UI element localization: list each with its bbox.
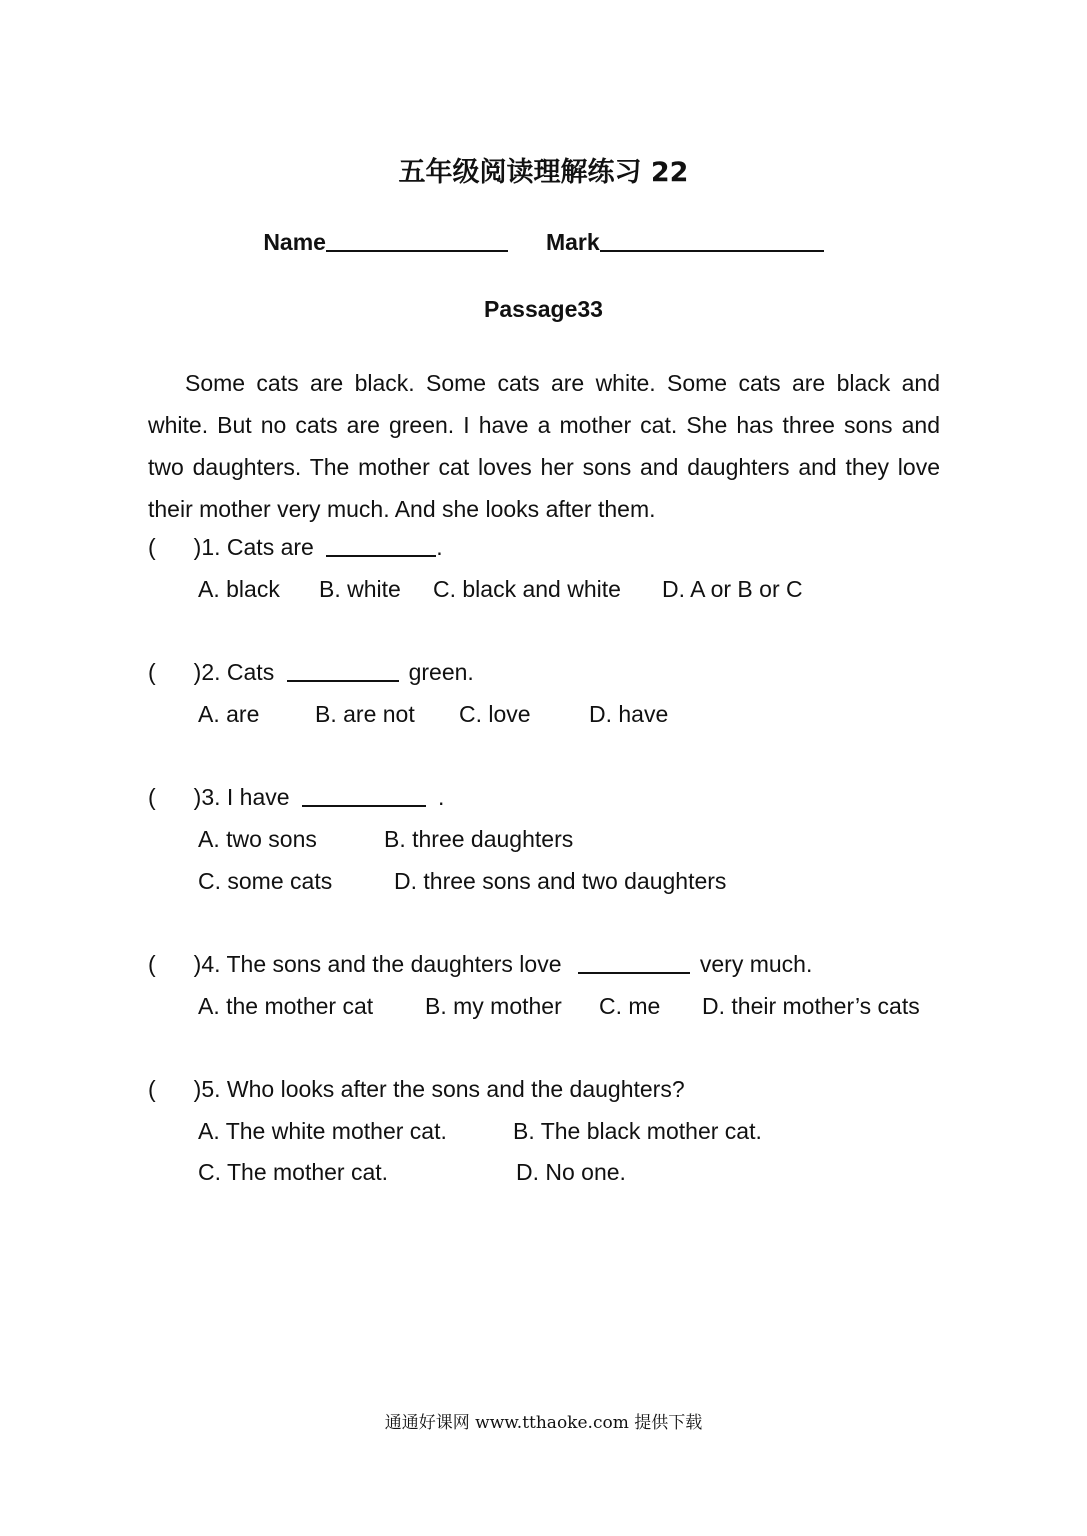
option-c[interactable]: C. love [459,701,531,727]
answer-paren[interactable]: ( [148,534,156,560]
option-b[interactable]: B. are not [315,701,415,727]
passage-label: Passage33 [484,296,603,322]
mark-label: Mark [545,229,600,255]
option-b[interactable]: B. white [319,576,401,602]
question-2 [148,657,474,687]
option-d[interactable]: D. No one. [516,1159,626,1185]
option-d[interactable]: D. three sons and two daughters [394,868,727,894]
answer-blank [578,950,690,974]
page-title: 五年级阅读理解练习 22 [398,157,689,188]
passage-text: Some cats are black. Some cats are white. Some cats are black and white. But no cats are green. I have a mother cat. She has three sons and two daughters. The mother cat loves her sons and daughters and they love their mother very much. And she looks after them. [148,370,940,522]
option-c[interactable]: C. black and white [433,576,621,602]
option-d[interactable]: D. their mother’s cats [702,993,920,1019]
option-a[interactable]: A. black [198,576,280,602]
answer-blank [287,658,399,682]
name-label: Name [263,229,326,255]
question-stem-end: . [436,534,443,560]
question-stem-end: . [437,784,445,810]
name-blank[interactable] [326,226,508,252]
option-a[interactable]: A. The white mother cat. [198,1118,447,1144]
option-b[interactable]: B. my mother [425,993,562,1019]
option-c[interactable]: C. me [599,993,661,1019]
question-stem: )1. Cats are [193,534,314,560]
question-1 [148,532,443,562]
footer-credit: 通通好课网 www.tthaoke.com 提供下载 [384,1413,703,1433]
answer-blank [302,783,426,807]
question-stem-end: green. [408,659,474,685]
option-d[interactable]: D. A or B or C [662,576,803,602]
answer-paren[interactable]: ( [148,784,156,810]
question-stem: )3. I have [193,784,290,810]
option-b[interactable]: B. three daughters [384,826,574,852]
name-mark-row [0,226,1087,256]
question-stem-end: very much. [699,951,813,977]
option-d[interactable]: D. have [589,701,669,727]
question-4 [148,949,812,979]
option-b[interactable]: B. The black mother cat. [513,1118,762,1144]
option-a[interactable]: A. two sons [198,826,317,852]
mark-blank[interactable] [600,226,824,252]
question-stem: )5. Who looks after the sons and the daughters? [193,1076,685,1102]
answer-paren[interactable]: ( [148,659,156,685]
question-3 [148,782,444,812]
question-stem: )4. The sons and the daughters love [193,951,562,977]
option-c[interactable]: C. The mother cat. [198,1159,389,1185]
answer-paren[interactable]: ( [148,951,156,977]
option-c[interactable]: C. some cats [198,868,333,894]
question-5 [148,1074,685,1104]
answer-blank [326,533,436,557]
answer-paren[interactable]: ( [148,1076,156,1102]
option-a[interactable]: A. the mother cat [198,993,374,1019]
option-a[interactable]: A. are [198,701,260,727]
question-stem: )2. Cats [193,659,275,685]
